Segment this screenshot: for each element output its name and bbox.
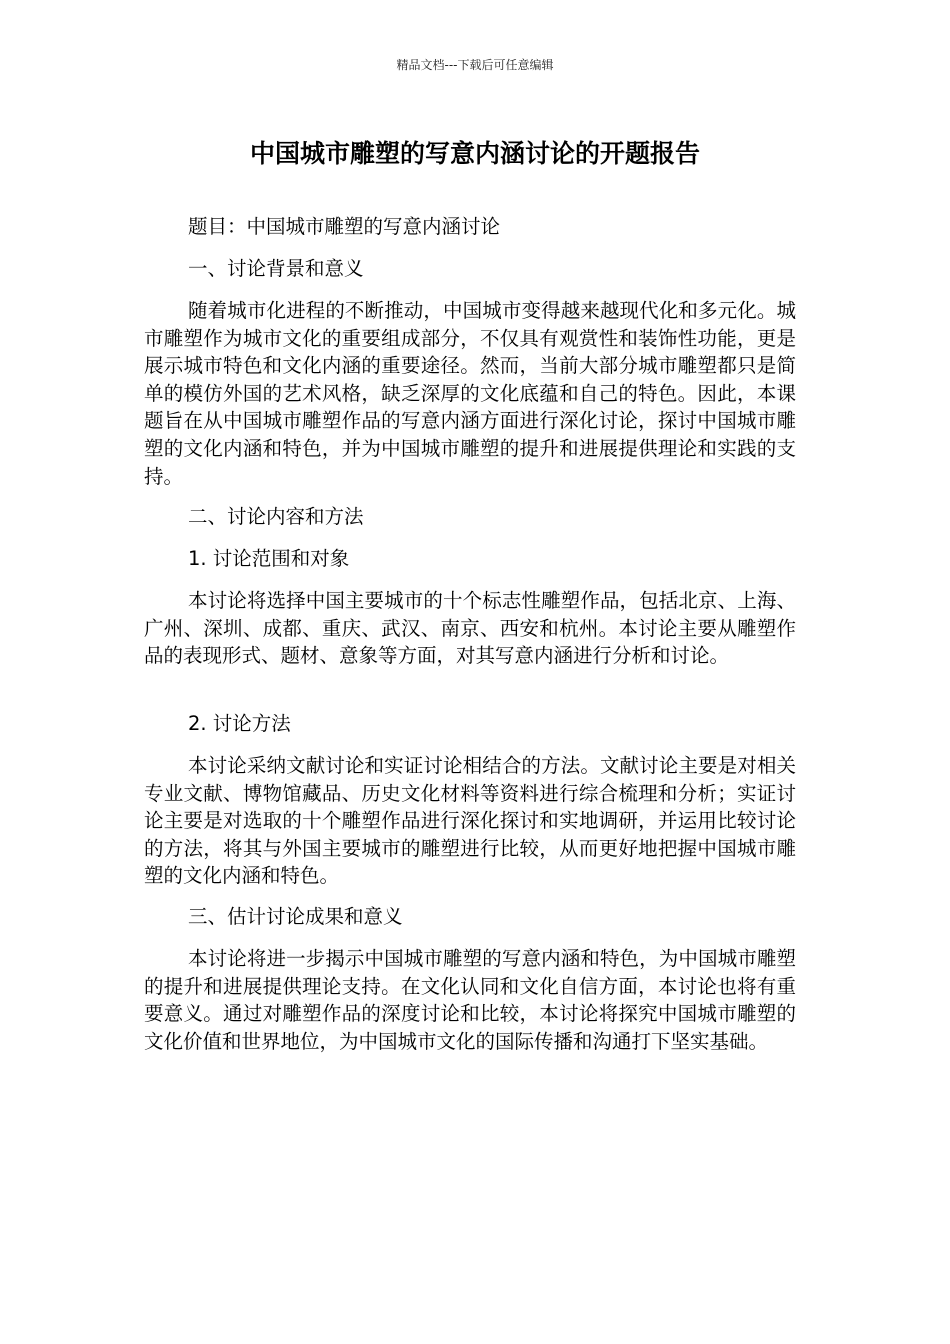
section1-heading: 一、讨论背景和意义 — [188, 257, 364, 280]
header-note: 精品文档---下载后可任意编辑 — [396, 58, 554, 72]
section1-paragraph: 随着城市化进程的不断推动，中国城市变得越来越现代化和多元化。城市雕塑作为城市文化的重要组成部分，不仅具有观赏性和装饰性功能，更是展示城市特色和文化内涵的重要途径。然而，当前大部分城市雕塑都只是简单的模仿外国的艺术风格，缺乏深厚的文化底蕴和自己的特色。因此，本课题旨在从中国城市雕塑作品的写意内涵方面进行深化讨论，探讨中国城市雕塑的文化内涵和特色，并为中国城市雕塑的提升和进展提供理论和实践的支持。 — [144, 299, 796, 488]
document-title: 中国城市雕塑的写意内涵讨论的开题报告 — [249, 139, 700, 168]
section2-heading: 二、讨论内容和方法 — [188, 505, 364, 528]
section2-sub1-paragraph: 本讨论将选择中国主要城市的十个标志性雕塑作品，包括北京、上海、广州、深圳、成都、重庆、武汉、南京、西安和杭州。本讨论主要从雕塑作品的表现形式、题材、意象等方面，对其写意内涵进行分析和讨论。 — [144, 589, 796, 668]
section3-paragraph: 本讨论将进一步揭示中国城市雕塑的写意内涵和特色，为中国城市雕塑的提升和进展提供理论支持。在文化认同和文化自信方面，本讨论也将有重要意义。通过对雕塑作品的深度讨论和比较，本讨论将探究中国城市雕塑的文化价值和世界地位，为中国城市文化的国际传播和沟通打下坚实基础。 — [144, 947, 796, 1053]
section2-sub2-paragraph: 本讨论采纳文献讨论和实证讨论相结合的方法。文献讨论主要是对相关专业文献、博物馆藏品、历史文化材料等资料进行综合梳理和分析；实证讨论主要是对选取的十个雕塑作品进行深化探讨和实地调研，并运用比较讨论的方法，将其与外国主要城市的雕塑进行比较，从而更好地把握中国城市雕塑的文化内涵和特色。 — [144, 754, 796, 888]
topic-line: 题目：中国城市雕塑的写意内涵讨论 — [188, 215, 501, 238]
section2-sub1-heading: 1. 讨论范围和对象 — [188, 547, 350, 570]
section3-heading: 三、估计讨论成果和意义 — [188, 905, 403, 928]
section2-sub2-heading: 2. 讨论方法 — [188, 712, 291, 735]
